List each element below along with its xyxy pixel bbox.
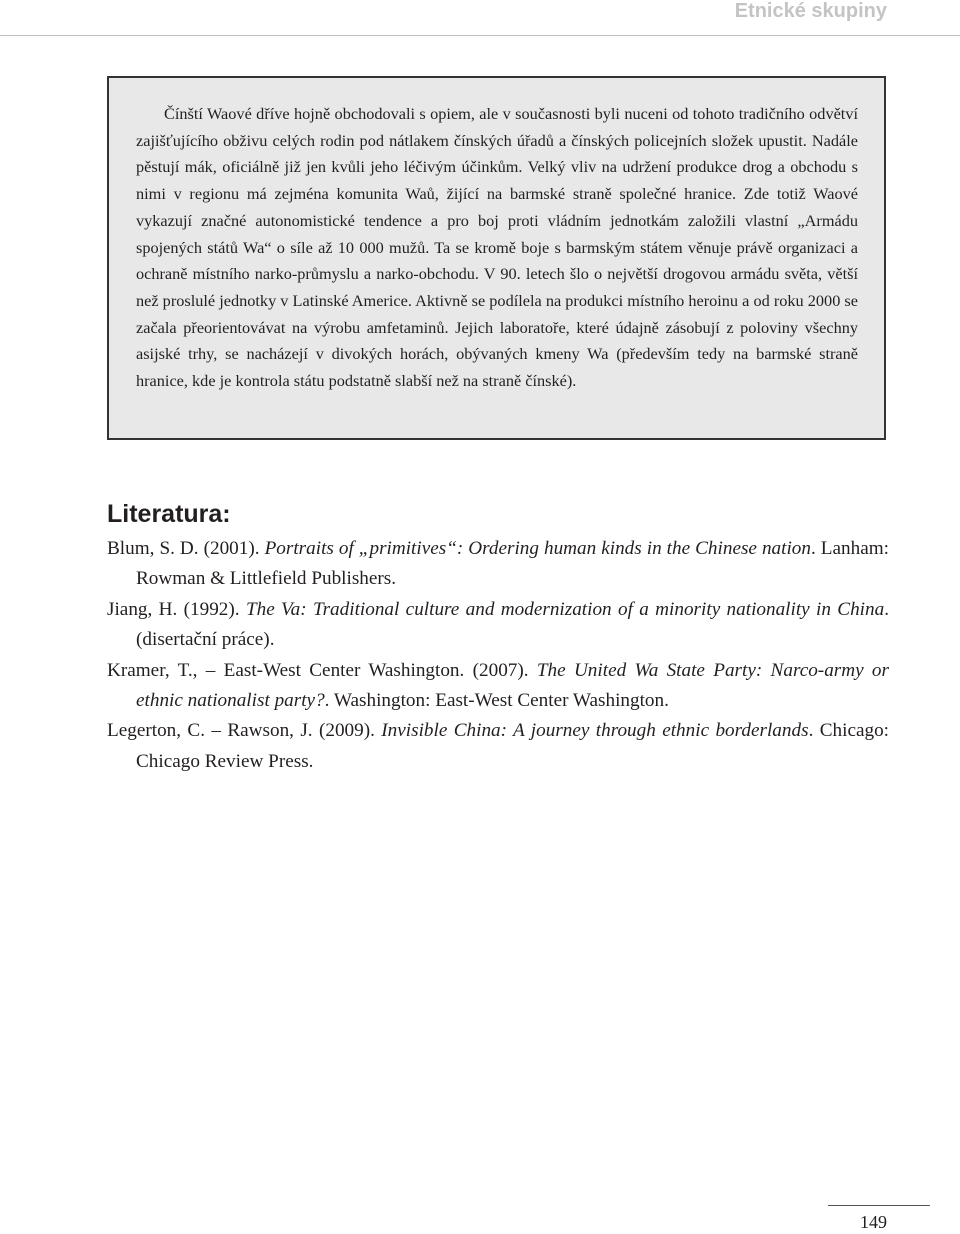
reference-entry (107, 595, 889, 656)
reference-authors: Blum, S. D. (2001). (107, 538, 265, 559)
reference-entry (107, 534, 889, 595)
reference-entry (107, 656, 889, 717)
literature-heading: Literatura: (107, 500, 231, 528)
header-divider (0, 35, 960, 36)
box-paragraph: Čínští Waové dříve hojně obchodovali s opiem, ale v současnosti byli nuceni od tohoto tradičního odvětví zajišťujícího obživu celých rodin pod nátlakem čínských úřadů a čínských policejních složek upustit. Nadále pěstují mák, oficiálně již jen kvůli jeho léčivým účinkům. Velký vliv na udržení produkce drog a obchodu s nimi v regionu má zejména komunita Waů, žijící na barmské straně společné hranice. Zde totiž Waové vykazují značné autonomistické tendence a pro boj proti vládním jednotkám založili vlastní „Armádu spojených států Wa“ o síle až 10 000 mužů. Ta se kromě boje s barmským státem věnuje právě organizaci a ochraně místního narko-průmyslu a narko-obchodu. V 90. letech šlo o největší drogovou armádu světa, větší než proslulé jednotky v Latinské Americe. Aktivně se podílela na produkci místního heroinu a od roku 2000 se začala přeorientovávat na výrobu amfetaminů. Jejich laboratoře, které údajně zásobují z poloviny všechny asijské trhy, se nacházejí v divokých horách, obývaných kmeny Wa (především tedy na barmské straně hranice, kde je kontrola státu podstatně slabší než na straně čínské). (136, 104, 858, 391)
reference-entry (107, 716, 889, 777)
reference-authors: Legerton, C. – Rawson, J. (2009). (107, 720, 382, 742)
running-header-title: Etnické skupiny (734, 0, 887, 22)
reference-publisher: . Washington: East-West Center Washington. (324, 690, 669, 712)
reference-authors: Jiang, H. (1992). (107, 598, 246, 620)
reference-title: Portraits of „primitives“: Ordering human kinds in the Chinese nation (264, 538, 811, 559)
reference-publisher: . Chicago: Chicago Review Press. (136, 720, 890, 772)
reference-authors: Kramer, T., – East-West Center Washington. (2007). (107, 659, 537, 681)
reference-publisher: . (disertační práce). (136, 598, 889, 651)
reference-title: Invisible China: A journey through ethnic borderlands (381, 720, 809, 742)
reference-publisher: . Lanham: Rowman & Littlefield Publishers. (136, 538, 890, 590)
footer-divider (828, 1205, 930, 1206)
reference-title: The United Wa State Party: Narco-army or ethnic nationalist party? (136, 659, 889, 712)
page-number: 149 (860, 1212, 887, 1232)
reference-list (107, 534, 889, 777)
reference-title: The Va: Traditional culture and modernization of a minority nationality in China (245, 598, 885, 620)
